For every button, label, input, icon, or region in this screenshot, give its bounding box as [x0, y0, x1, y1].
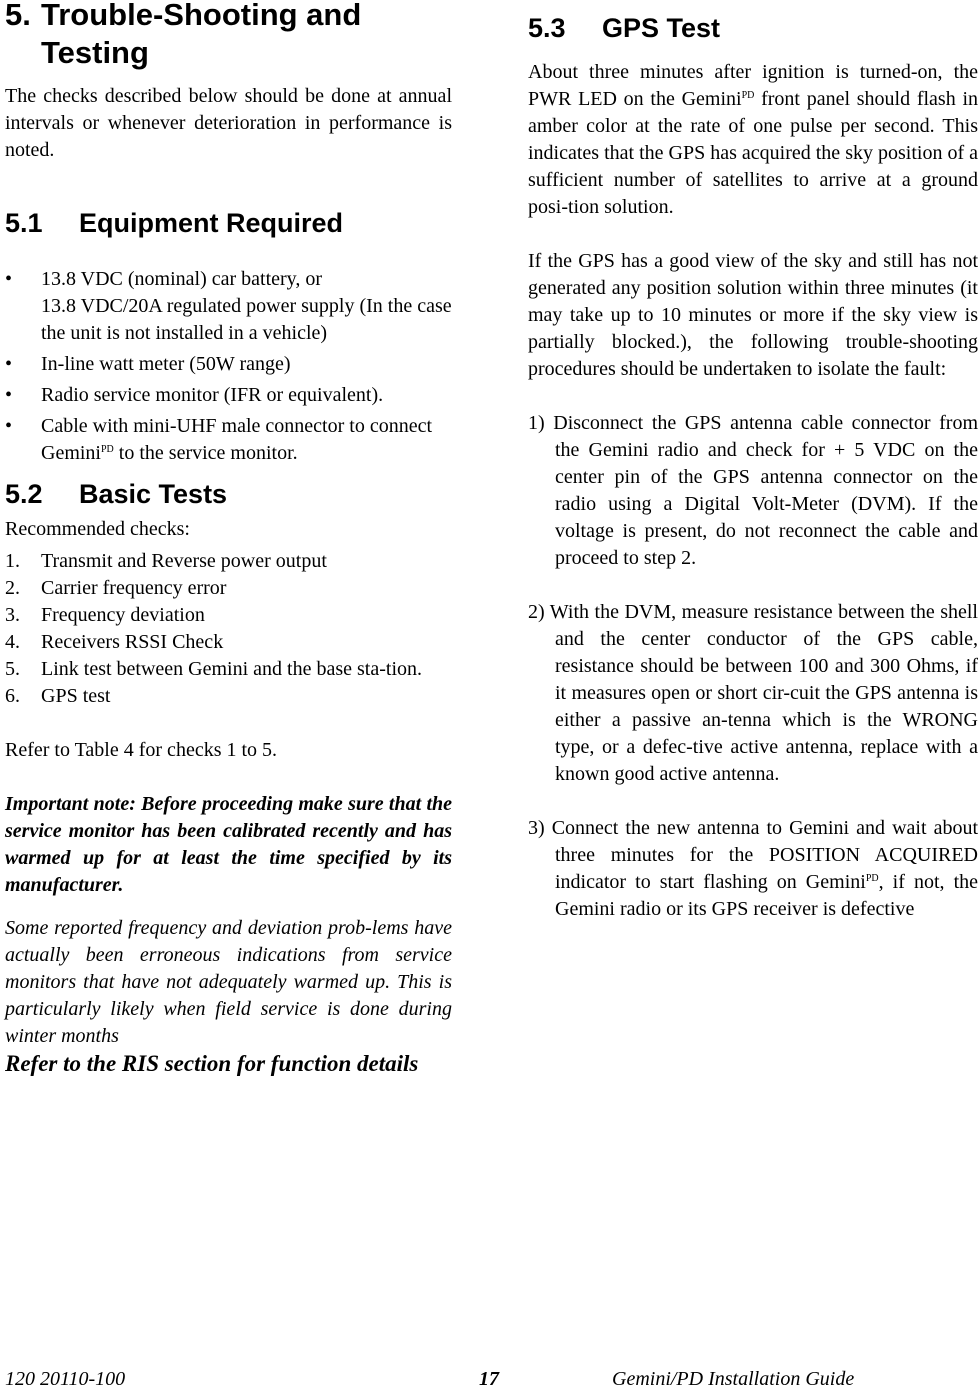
footer-page-number: 17 [479, 1368, 499, 1390]
list-item [5, 575, 452, 602]
list-item-text: Cable with mini-UHF male connector to connect Gemini [41, 415, 433, 464]
list-item-line: 13.8 VDC/20A regulated power supply (In the case the unit is not installed in a vehicle) [41, 295, 452, 344]
section-5-1-heading [5, 207, 452, 239]
step-3 [528, 815, 978, 923]
chapter-title [5, 0, 452, 72]
chapter-title-line2: Testing [41, 35, 149, 70]
item-number: 4. [5, 631, 20, 653]
list-item [5, 683, 452, 710]
refer-table-paragraph: Refer to Table 4 for checks 1 to 5. [5, 739, 278, 761]
item-text: Carrier frequency error [41, 577, 227, 599]
left-column [5, 0, 452, 1078]
item-text: Link test between Gemini and the base sta-tion. [41, 658, 423, 680]
step-2: 2) With the DVM, measure resistance between the shell and the center conductor of the GPS cable, resistance should be between 100 and 300 Ohms, if it measures open or short cir-cuit the GPS antenna is either a passive an-tenna which is the WRONG type, or a defec-tive active antenna, replace with a known good active antenna. [528, 601, 978, 785]
gps-paragraph-2: If the GPS has a good view of the sky and still has not generated any position solution within three minutes (it may take up to 10 minutes or more if the sky view is partially blocked.), the following trouble-shooting procedures should be undertaken to isolate the fault: [528, 250, 978, 380]
refer-ris-note: Refer to the RIS section for function details [5, 1051, 419, 1076]
service-monitor-note: Some reported frequency and deviation prob-lems have actually been erroneous indications from service monitors that have not adequately warmed up. This is particularly likely when field service is done during winter months [5, 917, 452, 1047]
item-text: Transmit and Reverse power output [41, 550, 327, 572]
list-item-line [41, 413, 452, 467]
list-item [5, 629, 452, 656]
item-text: Receivers RSSI Check [41, 631, 224, 653]
section-title: Equipment Required [79, 208, 344, 238]
bullet: • [5, 384, 13, 406]
chapter-number: 5. [5, 0, 31, 32]
list-item [5, 413, 452, 467]
section-5-3-heading [528, 12, 978, 44]
gps-paragraph-1 [528, 59, 978, 221]
item-number: 2. [5, 577, 20, 599]
right-column [528, 0, 978, 923]
section-number: 5.2 [5, 479, 43, 509]
bullet: • [5, 415, 13, 437]
step-text: 3) Connect the new antenna to Gemini and wait about three minutes for the POSITION ACQUIRED indicator to start flashing on Gemini [528, 817, 978, 893]
list-item [5, 656, 452, 683]
footer-guide-title: Gemini/PD Installation Guide [612, 1368, 855, 1390]
item-number: 1. [5, 550, 20, 572]
list-item [5, 266, 452, 347]
list-item-line: 13.8 VDC (nominal) car battery, or [41, 268, 323, 290]
equipment-list [5, 266, 452, 467]
bullet: • [5, 268, 13, 290]
section-5-2-heading [5, 478, 452, 510]
list-item [5, 602, 452, 629]
item-number: 5. [5, 658, 20, 680]
chapter-title-line1: Trouble-Shooting and [41, 0, 362, 32]
section-number: 5.1 [5, 208, 43, 238]
footer-doc-number: 120 20110-100 [5, 1368, 126, 1390]
item-number: 3. [5, 604, 20, 626]
paragraph-text: front panel should flash in amber color at the rate of one pulse per second. This indicates that the GPS has acquired the sky position of a sufficient number of satellites to arrive at a ground posi-tion solution. [528, 88, 978, 218]
checks-list [5, 548, 452, 710]
step-text: , if not, the Gemini radio or its GPS receiver is defective [555, 871, 978, 920]
recommended-label: Recommended checks: [5, 518, 190, 540]
section-title: GPS Test [602, 13, 721, 43]
list-item [5, 382, 452, 409]
section-title: Basic Tests [79, 479, 228, 509]
list-item [5, 548, 452, 575]
list-item-line: Radio service monitor (IFR or equivalent). [41, 384, 384, 406]
section-number: 5.3 [528, 13, 566, 43]
superscript: PD [865, 873, 879, 884]
item-text: GPS test [41, 685, 111, 707]
list-item [5, 351, 452, 378]
item-number: 6. [5, 685, 20, 707]
important-note: Important note: Before proceeding make sure that the service monitor has been calibrated recently and has warmed up for at least the time specified by its manufacturer. [5, 793, 452, 896]
item-text: Frequency deviation [41, 604, 205, 626]
list-item-text: to the service monitor. [113, 442, 298, 464]
bullet: • [5, 353, 13, 375]
step-1: 1) Disconnect the GPS antenna cable connector from the Gemini radio and check for + 5 VDC on the center pin of the GPS antenna connector on the radio using a Digital Volt-Meter (DVM). If the voltage is present, do not reconnect the cable and proceed to step 2. [528, 412, 978, 569]
paragraph-text: About three minutes after ignition is turned-on, the PWR LED on the Gemini [528, 61, 978, 110]
superscript: PD [101, 444, 114, 455]
intro-paragraph: The checks described below should be done at annual intervals or whenever deterioration in performance is noted. [5, 85, 452, 161]
list-item-line: In-line watt meter (50W range) [41, 353, 291, 375]
superscript: PD [741, 90, 755, 101]
